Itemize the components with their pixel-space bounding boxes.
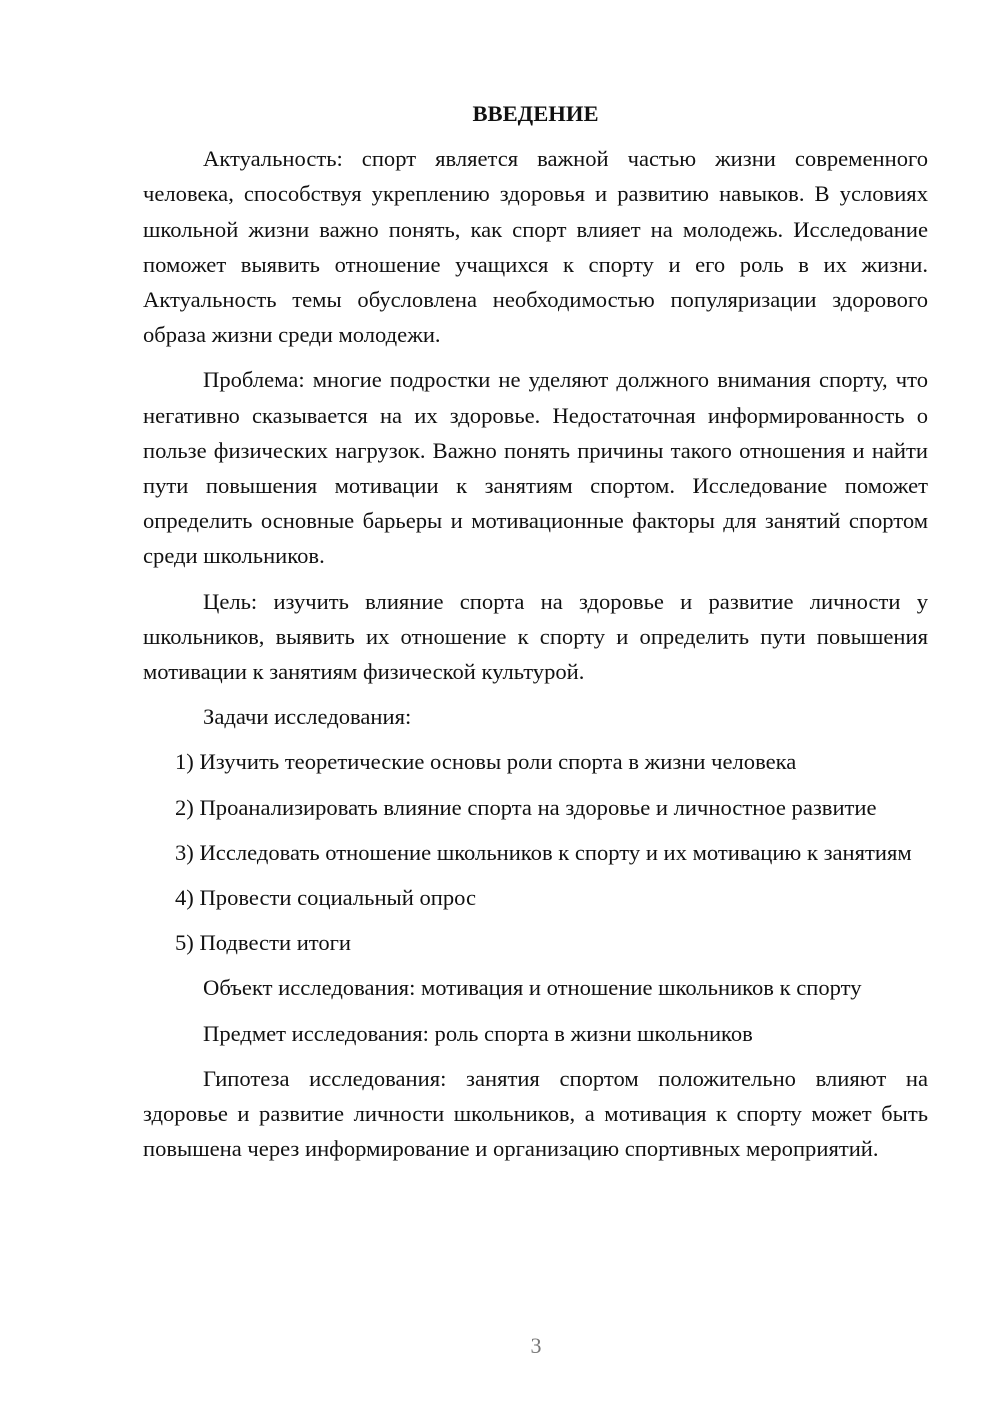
- task-item-2: 2) Проанализировать влияние спорта на здоровье и личностное развитие: [175, 794, 877, 820]
- paragraph-object: Объект исследования: мотивация и отношение школьников к спорту: [203, 975, 862, 1001]
- paragraph-relevance: Актуальность: спорт является важной частью жизни современного человека, способствуя укреплению здоровья и развитию навыков. В условиях школьной жизни важно понять, как спорт влияет на молодежь. Исследование поможет выявить отношение учащихся к спорту и его роль в их жизни. Актуальность темы обусловлена необходимостью популяризации здорового образа жизни среди молодежи.: [143, 146, 928, 348]
- paragraph-problem: Проблема: многие подростки не уделяют должного внимания спорту, что негативно сказывается на их здоровье. Недостаточная информированность о пользе физических нагрузок. Важно понять причины такого отношения и найти пути повышения мотивации к занятиям спортом. Исследование поможет определить основные барьеры и мотивационные факторы для занятий спортом среди школьников.: [143, 367, 928, 569]
- paragraph-subject: Предмет исследования: роль спорта в жизни школьников: [203, 1020, 753, 1046]
- task-item-1: 1) Изучить теоретические основы роли спорта в жизни человека: [175, 749, 797, 775]
- page-number: 3: [530, 1333, 542, 1358]
- section-title: ВВЕДЕНИЕ: [472, 101, 599, 126]
- paragraph-tasks-heading: Задачи исследования:: [203, 704, 412, 730]
- paragraph-goal: Цель: изучить влияние спорта на здоровье и развитие личности у школьников, выявить их отношение к спорту и определить пути повышения мотивации к занятиям физической культурой.: [143, 588, 928, 685]
- task-item-3: 3) Исследовать отношение школьников к спорту и их мотивацию к занятиям: [175, 839, 912, 865]
- paragraph-hypothesis: Гипотеза исследования: занятия спортом положительно влияют на здоровье и развитие личности школьников, а мотивация к спорту может быть повышена через информирование и организацию спортивных мероприятий.: [143, 1065, 928, 1162]
- document-body: [143, 96, 928, 1176]
- task-item-4: 4) Провести социальный опрос: [175, 885, 477, 911]
- task-item-5: 5) Подвести итоги: [175, 930, 352, 956]
